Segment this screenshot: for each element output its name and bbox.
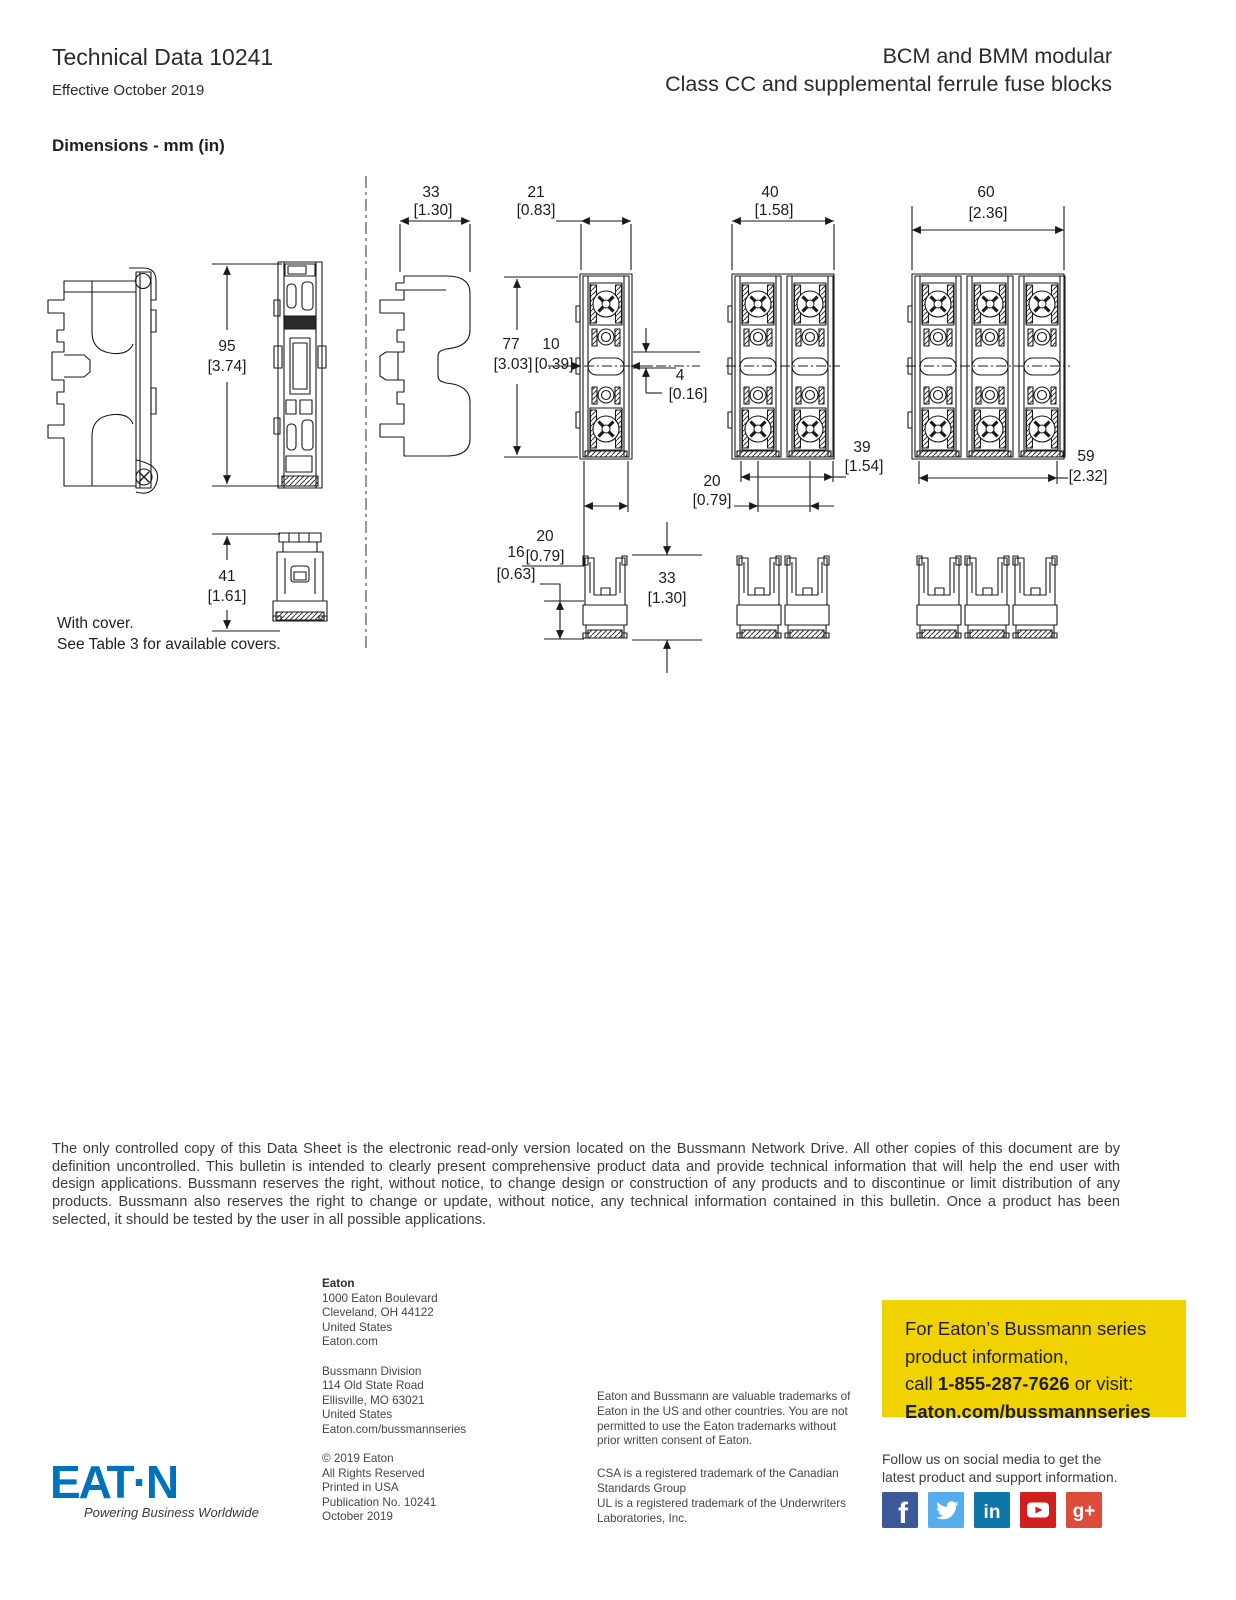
svg-text:g+: g+ [1072,1501,1096,1522]
dim-33-bottom-in: [1.30] [647,590,687,607]
side-view-drawing [48,268,158,493]
dim-59-in: [2.32] [1068,468,1108,485]
contact-line3 [905,1370,1176,1398]
contact-website-text: Eaton.com/bussmannseries [905,1400,1151,1422]
copyright-line: All Rights Reserved [322,1466,425,1480]
youtube-icon[interactable] [1020,1492,1056,1528]
contact-call-suffix: or visit: [1069,1373,1134,1394]
front-view-3pole [906,274,1070,459]
contact-info-box [882,1300,1186,1422]
bussmann-address-line: United States [322,1408,393,1421]
eaton-address-line: 1000 Eaton Boulevard [322,1291,438,1305]
doc-effective-date: Effective October 2019 [52,82,205,99]
dim-77-in: [3.03] [493,356,533,373]
footer-legal-column [597,1390,851,1526]
footer-address-column [322,1277,562,1540]
social-heading-line2: latest product and support information. [882,1469,1118,1485]
dim-4-mm: 4 [675,367,685,384]
svg-text:in: in [983,1502,1001,1523]
google-plus-icon[interactable] [1066,1492,1102,1528]
eaton-address-line: Cleveland, OH 44122 [322,1306,434,1319]
cover-note-line1: With cover. [57,615,134,632]
dim-4-in: [0.16] [668,386,708,403]
bussmann-address-line: 114 Old State Road [322,1379,424,1392]
social-heading [882,1451,1117,1486]
dim-40 [732,184,834,270]
bussmann-website-link: Eaton.com/bussmannseries [322,1422,467,1436]
eaton-address [322,1277,562,1350]
dim-39-in: [1.54] [844,458,884,475]
dim-20-right-in: [0.79] [692,492,732,509]
bussmann-address-line: Ellisville, MO 63021 [322,1393,425,1407]
dim-39 [741,439,883,482]
dim-33-top-in: [1.30] [413,202,453,219]
dim-41-mm: 41 [218,568,236,585]
dim-20-left-in: [0.79] [525,548,565,565]
product-title-line1: BCM and BMM modular [882,44,1112,68]
bottom-view-2pole [737,556,829,638]
cover-note [57,614,281,655]
eaton-logo [50,1456,240,1508]
dim-59-mm: 59 [1077,448,1095,465]
dim-60-mm: 60 [977,184,995,201]
dim-21-in: [0.83] [516,202,556,219]
dim-60 [912,184,1064,270]
contact-line1: For Eaton’s Bussmann series [905,1318,1147,1339]
eaton-logo-text: EAT·N [50,1456,178,1508]
dim-39-mm: 39 [853,439,871,456]
facebook-icon[interactable] [882,1492,918,1528]
dim-95-mm: 95 [218,338,236,355]
social-heading-line1: Follow us on social media to get the [882,1452,1102,1467]
copyright-block [322,1452,562,1525]
copyright-line: Printed in USA [322,1481,399,1494]
dim-16-mm: 16 [507,544,525,561]
cover-view-drawing [273,533,327,621]
dim-21-mm: 21 [527,184,545,201]
dim-20-left [522,461,628,566]
dim-60-in: [2.36] [968,205,1008,222]
contact-phone-number[interactable]: 1-855-287-7626 [937,1373,1070,1394]
eaton-address-title: Eaton [322,1277,355,1290]
bussmann-address [322,1365,562,1438]
eaton-website-link: Eaton.com [322,1335,378,1348]
bussmann-address-line: Bussmann Division [322,1364,422,1378]
csa-note: CSA is a registered trademark of the Canadian Standards Group [597,1467,839,1495]
dim-40-mm: 40 [761,184,779,201]
end-view-drawing [274,262,326,488]
copyright-line: Publication No. 10241 [322,1495,437,1509]
dim-10-in: [0.39] [534,356,574,373]
dim-20-right-mm: 20 [703,473,721,490]
dim-95 [208,264,282,486]
dim-33-top [400,184,470,272]
contact-call-prefix: call [905,1373,938,1394]
eaton-tagline: Powering Business Worldwide [84,1505,259,1520]
dim-40-in: [1.58] [754,202,794,219]
dim-16-in: [0.63] [496,566,536,583]
dim-41-in: [1.61] [207,588,247,605]
dim-10-mm: 10 [542,336,560,353]
contact-line2: product information, [905,1345,1069,1367]
linkedin-icon[interactable] [974,1492,1010,1528]
profile-view-drawing [380,276,470,456]
ul-note: UL is a registered trademark of the Underwriters Laboratories, Inc. [597,1496,846,1525]
dim-95-in: [3.74] [207,358,247,375]
doc-title: Technical Data 10241 [52,44,274,70]
dimension-drawing [0,0,1236,700]
dim-20-right [693,461,834,512]
svg-text:f: f [898,1497,908,1528]
dim-21 [517,184,631,270]
dim-33-bottom [632,522,702,673]
dim-20-left-mm: 20 [536,528,554,545]
contact-website-link[interactable] [905,1398,1176,1426]
dim-33-bottom-mm: 33 [658,570,676,587]
eaton-address-line: United States [322,1320,393,1334]
section-title-dimensions: Dimensions - mm (in) [52,136,225,155]
disclaimer-text: The only controlled copy of this Data Sheet is the electronic read-only version located on the Bussmann Network Drive. All other copies of this document are by definition uncontrolled. This bulletin is intended to clearly present comprehensive product data and provide technical information that will help the end user with design applications. Bussmann reserves the right, without notice, to change design or construction of any products and to discontinue or limit distribution of any products. Bussmann also reserves the right to change or update, without notice, any technical information contained in this bulletin. Once a product has been selected, it should be tested by the user in all possible applications. [52,1141,1120,1228]
front-view-2pole [726,274,840,459]
twitter-icon[interactable] [928,1492,964,1528]
dim-33-top-mm: 33 [422,184,440,201]
product-title-line2: Class CC and supplemental ferrule fuse blocks [665,72,1112,96]
social-icons-row [882,1492,1102,1528]
trademark-note: Eaton and Bussmann are valuable trademarks of Eaton in the US and other countries. You are not permitted to use the Eaton trademarks without prior written consent of Eaton. [597,1390,851,1448]
dim-77-mm: 77 [502,336,520,353]
copyright-line: October 2019 [322,1510,393,1523]
bottom-view-1pole [583,556,627,638]
copyright-line: © 2019 Eaton [322,1452,394,1465]
bottom-view-3pole [917,556,1057,638]
cover-note-line2: See Table 3 for available covers. [57,635,281,653]
